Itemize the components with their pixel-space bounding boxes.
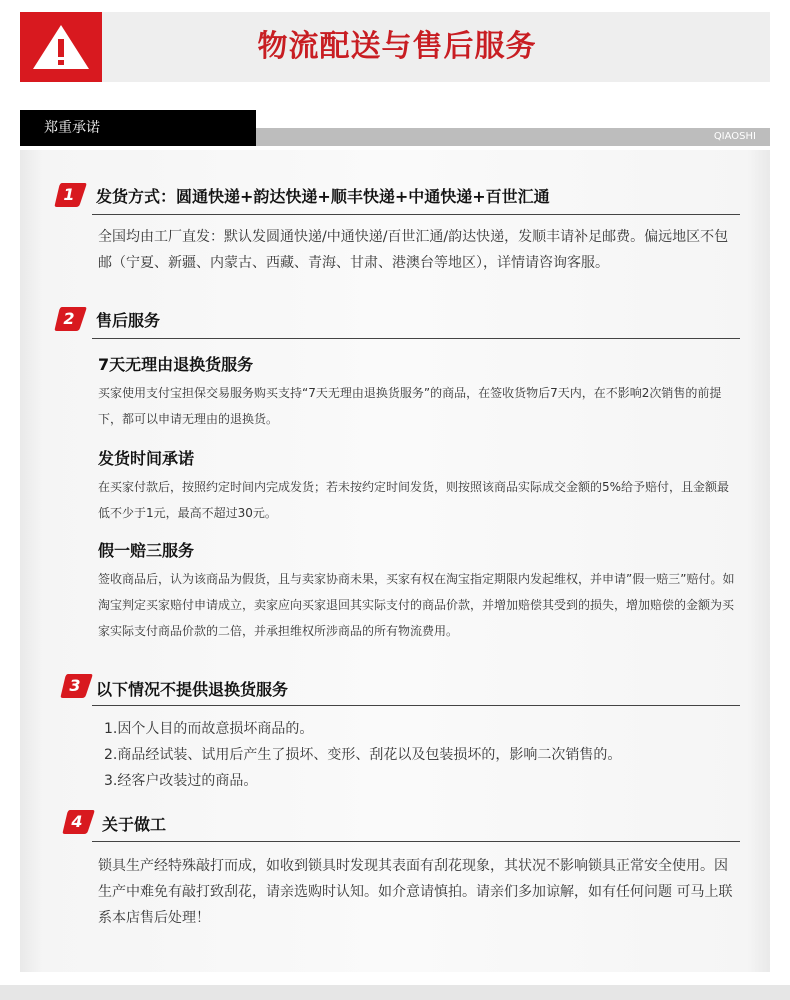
section-divider xyxy=(92,841,740,842)
badge-number: 1 xyxy=(63,185,75,204)
section-title-shipping: 发货方式：圆通快递+韵达快递+顺丰快递+中通快递+百世汇通 xyxy=(96,187,550,206)
number-badge-3 xyxy=(60,673,93,699)
section-header xyxy=(20,110,770,148)
section-header-bar xyxy=(256,128,770,146)
subsection-title-7day-return: 7天无理由退换货服务 xyxy=(98,355,254,374)
brand-label: QIAOSHI xyxy=(713,131,756,142)
subsection-title-shipping-time: 发货时间承诺 xyxy=(98,449,195,468)
section-title-workmanship: 关于做工 xyxy=(102,815,167,834)
list-item: 1.因个人目的而故意损坏商品的。 xyxy=(104,721,314,737)
bottom-bar xyxy=(0,985,790,1000)
section-title-no-return: 以下情况不提供退换货服务 xyxy=(96,680,289,699)
section-divider xyxy=(92,338,740,339)
warning-box xyxy=(20,12,102,82)
badge-number: 4 xyxy=(71,812,83,831)
section-divider xyxy=(92,705,740,706)
section-header-label: 郑重承诺 xyxy=(20,110,256,146)
number-badge-1 xyxy=(54,182,87,208)
warning-triangle-icon xyxy=(30,22,92,72)
section-divider xyxy=(92,214,740,215)
workmanship-description: 锁具生产经特殊敲打而成，如收到锁具时发现其表面有刮花现象，其状况不影响锁具正常安全使用。因生产中难免有敲打致刮花，请亲选购时认知。如介意请慎拍。请亲们多加谅解，如有任何问题 可马上联系本店售后处理！ xyxy=(98,858,733,926)
subsection-title-fake-compensation: 假一赔三服务 xyxy=(98,541,195,560)
subsection-text-fake-compensation: 签收商品后，认为该商品为假货，且与卖家协商未果，买家有权在淘宝指定期限内发起维权，并申请”假一赔三”赔付。如淘宝判定买家赔付申请成立，卖家应向买家退回其实际支付的商品价款，并增加赔偿其受到的损失，增加赔偿的金额为买家实际支付商品价款的二倍，并承担维权所涉商品的所有物流费用。 xyxy=(98,572,735,638)
page-title: 物流配送与售后服务 xyxy=(257,29,537,64)
section-title-after-sales: 售后服务 xyxy=(96,311,161,330)
subsection-text-7day-return: 买家使用支付宝担保交易服务购买支持“7天无理由退换货服务”的商品，在签收货物后7天内，在不影响2次销售的前提下，都可以申请无理由的退换货。 xyxy=(98,386,722,426)
shipping-description: 全国均由工厂直发：默认发圆通快递/中通快递/百世汇通/韵达快递，发顺丰请补足邮费。偏远地区不包邮（宁夏、新疆、内蒙古、西藏、青海、甘肃、港澳台等地区），详情请咨询客服。 xyxy=(98,229,729,271)
number-badge-4 xyxy=(62,809,95,835)
list-item: 2.商品经试装、试用后产生了损坏、变形、刮花以及包装损坏的，影响二次销售的。 xyxy=(104,747,622,763)
badge-number: 2 xyxy=(63,309,75,328)
number-badge-2 xyxy=(54,306,87,332)
list-item: 3.经客户改装过的商品。 xyxy=(104,773,258,789)
subsection-text-shipping-time: 在买家付款后，按照约定时间内完成发货；若未按约定时间发货，则按照该商品实际成交金额的5%给予赔付，且金额最低不少于1元，最高不超过30元。 xyxy=(98,480,730,520)
badge-number: 3 xyxy=(69,676,81,695)
